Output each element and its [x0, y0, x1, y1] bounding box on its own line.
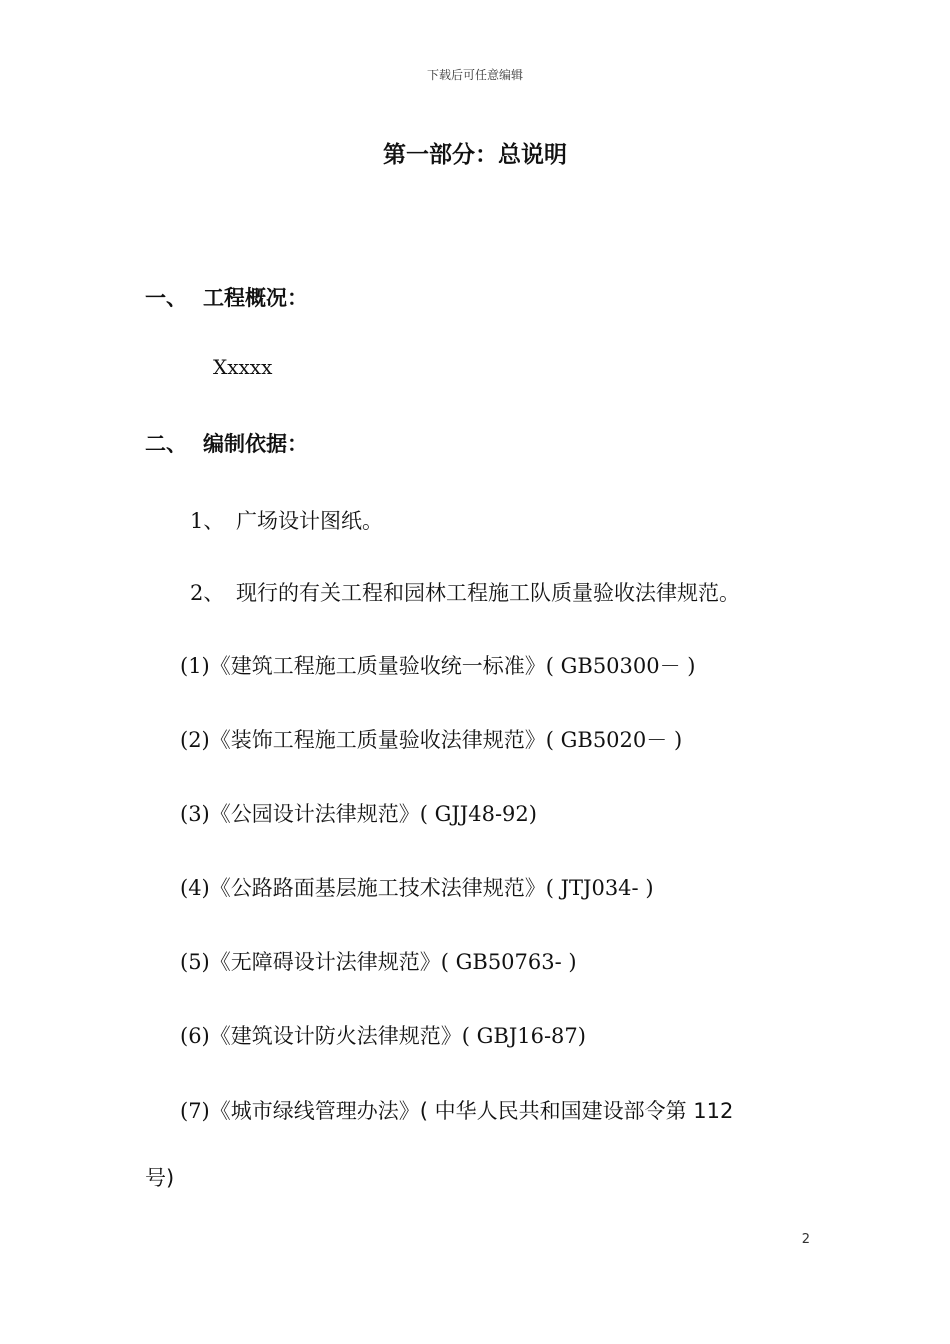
standard-code: ( GJJ48-92): [419, 802, 537, 826]
standard-item-continuation: 号): [145, 1166, 175, 1190]
standard-index: (6): [180, 1024, 210, 1048]
standard-index: (2): [180, 728, 210, 752]
section-title: 工程概况：: [203, 286, 308, 310]
basis-item-text: 现行的有关工程和园林工程施工队质量验收法律规范。: [236, 581, 740, 605]
standard-name: 《建筑工程施工质量验收统一标准》: [209, 654, 546, 678]
page-number: 2: [801, 1232, 810, 1247]
page-title: 第一部分：总说明: [383, 142, 567, 168]
section-number: 二、: [145, 432, 187, 456]
standard-item: [180, 798, 537, 828]
standard-name: 《城市绿线管理办法》: [209, 1099, 420, 1123]
standard-item: [180, 650, 696, 680]
standard-name: 《公园设计法律规范》: [209, 802, 420, 826]
standard-name: 《装饰工程施工质量验收法律规范》: [209, 728, 546, 752]
section-heading-overview: [145, 282, 308, 312]
basis-item-number: 1、: [190, 509, 225, 533]
overview-text: Xxxxx: [213, 355, 273, 379]
section-heading-basis: [145, 428, 308, 458]
standard-code: ( GBJ16-87): [461, 1024, 586, 1048]
basis-item: [190, 505, 383, 535]
standard-name: 《无障碍设计法律规范》: [209, 950, 441, 974]
page-header-note: 下载后可任意编辑: [426, 68, 523, 82]
standard-name: 《建筑设计防火法律规范》: [209, 1024, 462, 1048]
standard-code: ( JTJ034- ): [545, 876, 654, 900]
standard-name: 《公路路面基层施工技术法律规范》: [209, 876, 546, 900]
standard-item: [180, 1020, 586, 1050]
basis-item: [190, 577, 740, 607]
basis-item-number: 2、: [190, 581, 225, 605]
standard-index: (7): [180, 1099, 210, 1123]
standard-item: [180, 946, 577, 976]
standard-index: (1): [180, 654, 210, 678]
standard-index: (5): [180, 950, 210, 974]
standard-code: ( 中华人民共和国建设部令第 112: [419, 1099, 734, 1123]
section-title: 编制依据：: [203, 432, 308, 456]
standard-code: ( GB50300－ ): [545, 654, 696, 678]
standard-code: ( GB50763- ): [440, 950, 577, 974]
standard-index: (3): [180, 802, 210, 826]
section-number: 一、: [145, 286, 187, 310]
standard-index: (4): [180, 876, 210, 900]
basis-item-text: 广场设计图纸。: [236, 509, 383, 533]
standard-item: [180, 872, 654, 902]
standard-item: [180, 1095, 733, 1125]
standard-item: [180, 724, 682, 754]
standard-code: ( GB5020－ ): [545, 728, 683, 752]
